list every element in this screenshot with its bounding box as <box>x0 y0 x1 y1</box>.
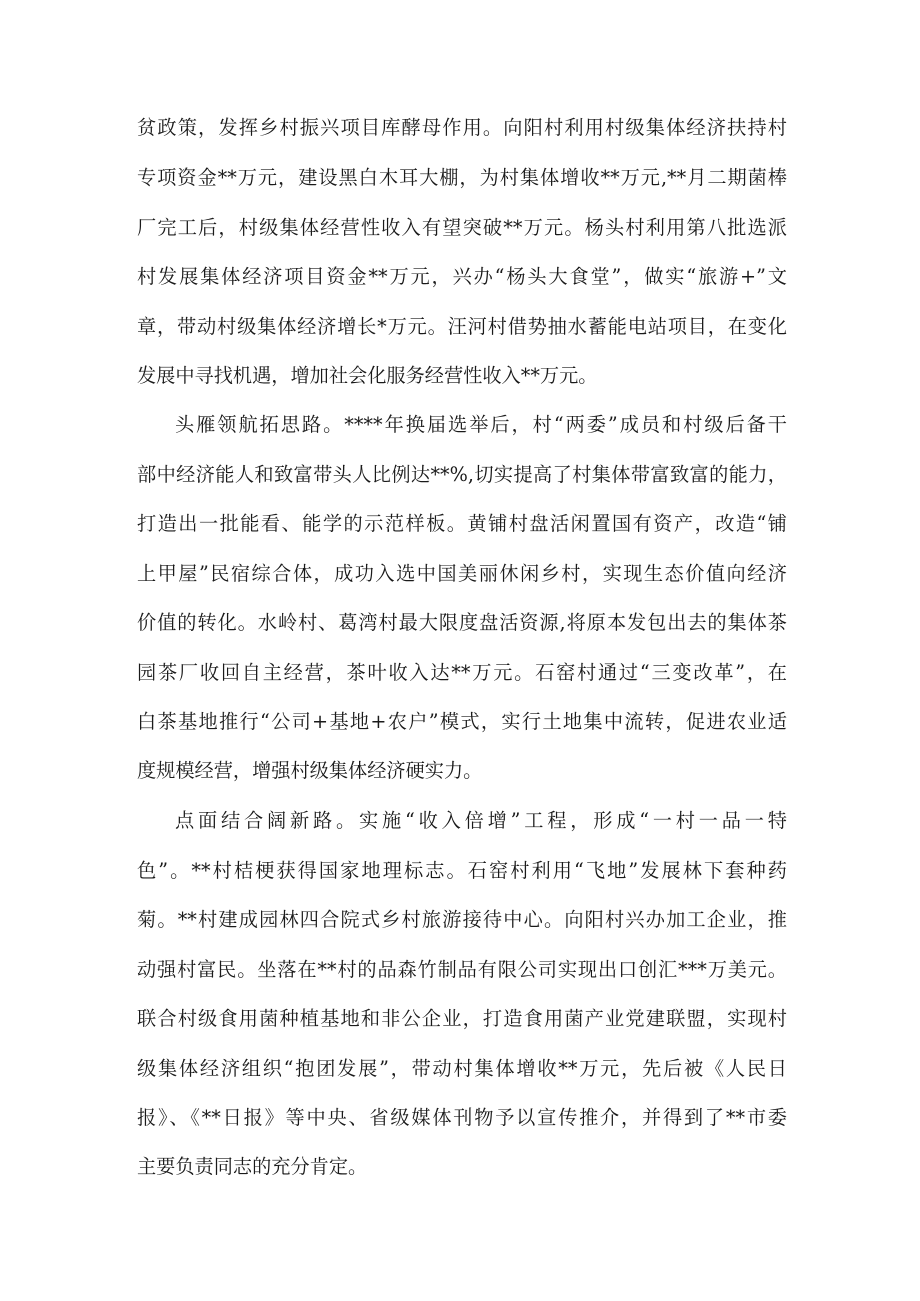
text-line: 上甲屋”民宿综合体，成功入选中国美丽休闲乡村，实现生态价值向经济 <box>137 562 787 585</box>
text-line: 报》、《**日报》等中央、省级媒体刊物予以宣传推介，并得到了**市委 <box>137 1106 787 1129</box>
text-line: 色”。**村桔梗获得国家地理标志。石窑村利用“飞地”发展林下套种药 <box>137 859 787 882</box>
text-line: 章，带动村级集体经济增长*万元。汪河村借势抽水蓄能电站项目，在变化 <box>137 315 787 338</box>
text-line: 头雁领航拓思路。****年换届选举后，村“两委”成员和村级后备干 <box>175 413 787 436</box>
text-line: 园茶厂收回自主经营，茶叶收入达**万元。石窑村通过“三变改革”，在 <box>137 661 787 684</box>
text-line: 联合村级食用菌种植基地和非公企业，打造食用菌产业党建联盟，实现村 <box>137 1007 787 1030</box>
text-line: 价值的转化。水岭村、葛湾村最大限度盘活资源,将原本发包出去的集体茶 <box>137 611 787 634</box>
text-line: 发展中寻找机遇，增加社会化服务经营性收入**万元。 <box>137 364 598 387</box>
text-line: 厂完工后，村级集体经营性收入有望突破**万元。杨头村利用第八批选派 <box>137 216 787 239</box>
text-line: 打造出一批能看、能学的示范样板。黄铺村盘活闲置国有资产，改造“铺 <box>137 512 787 535</box>
text-line: 白茶基地推行“公司+基地+农户”模式，实行土地集中流转，促进农业适 <box>137 710 787 733</box>
text-line: 主要负责同志的充分肯定。 <box>137 1155 368 1178</box>
text-line: 专项资金**万元，建设黑白木耳大棚，为村集体增收**万元,**月二期菌棒 <box>137 166 787 189</box>
text-line: 级集体经济组织“抱团发展”，带动村集体增收**万元，先后被《人民日 <box>137 1057 787 1080</box>
text-line: 部中经济能人和致富带头人比例达**%,切实提高了村集体带富致富的能力， <box>137 463 787 486</box>
text-line: 村发展集体经济项目资金**万元，兴办“杨头大食堂”，做实“旅游+”文 <box>137 265 787 288</box>
text-line: 菊。**村建成园林四合院式乡村旅游接待中心。向阳村兴办加工企业，推 <box>137 908 787 931</box>
text-line: 点面结合阔新路。实施“收入倍增”工程，形成“一村一品一特 <box>175 809 787 832</box>
text-line: 度规模经营，增强村级集体经济硬实力。 <box>137 759 483 782</box>
text-line: 动强村富民。坐落在**村的品森竹制品有限公司实现出口创汇***万美元。 <box>137 958 787 981</box>
text-line: 贫政策，发挥乡村振兴项目库酵母作用。向阳村利用村级集体经济扶持村 <box>137 116 787 139</box>
